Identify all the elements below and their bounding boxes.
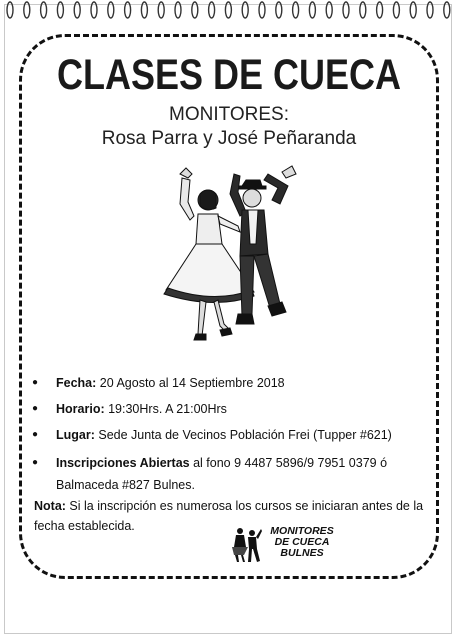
spiral-ring bbox=[57, 2, 63, 18]
spiral-ring bbox=[141, 2, 147, 18]
spiral-ring bbox=[343, 2, 349, 18]
spiral-ring bbox=[225, 2, 231, 18]
spiral-ring bbox=[209, 2, 215, 18]
spiral-ring bbox=[444, 2, 450, 18]
spiral-ring bbox=[24, 2, 30, 18]
spiral-ring bbox=[427, 2, 433, 18]
spiral-ring bbox=[377, 2, 383, 18]
bullet-icon: ● bbox=[32, 429, 39, 440]
spiral-ring bbox=[309, 2, 315, 18]
bullet-icon: ● bbox=[32, 403, 39, 414]
detail-label: Lugar: bbox=[56, 428, 95, 442]
detail-text: 20 Agosto al 14 Septiembre 2018 bbox=[96, 376, 285, 390]
spiral-ring bbox=[326, 2, 332, 18]
bullet-icon: ● bbox=[32, 457, 39, 468]
spiral-ring bbox=[293, 2, 299, 18]
detail-text: 19:30Hrs. A 21:00Hrs bbox=[104, 402, 227, 416]
flyer-title: CLASES DE CUECA bbox=[56, 50, 402, 99]
spiral-ring bbox=[360, 2, 366, 18]
spiral-ring bbox=[158, 2, 164, 18]
note-paragraph bbox=[34, 496, 424, 536]
spiral-ring bbox=[259, 2, 265, 18]
spiral-ring bbox=[41, 2, 47, 18]
detail-label: Fecha: bbox=[56, 376, 97, 390]
monitores-logo bbox=[230, 525, 342, 565]
bullet-icon: ● bbox=[32, 377, 39, 388]
spiral-ring bbox=[175, 2, 181, 18]
note-text: Si la inscripción es numerosa los cursos se iniciaran antes de la fecha establecida. bbox=[34, 499, 424, 533]
monitors-names: Rosa Parra y José Peñaranda bbox=[101, 128, 357, 149]
spiral-ring bbox=[410, 2, 416, 18]
dancer-logo-icon bbox=[230, 525, 262, 563]
spiral-binding bbox=[0, 0, 458, 24]
spiral-ring bbox=[125, 2, 131, 18]
spiral-ring bbox=[242, 2, 248, 18]
detail-text: al fono 9 4487 5896/9 7951 0379 ó Balmaceda #827 Bulnes. bbox=[56, 456, 388, 492]
detail-text: Sede Junta de Vecinos Población Frei (Tupper #621) bbox=[94, 428, 392, 442]
note-label: Nota: bbox=[34, 499, 66, 513]
detail-label: Horario: bbox=[56, 402, 105, 416]
spiral-ring bbox=[192, 2, 198, 18]
monitors-heading: MONITORES: bbox=[169, 104, 289, 125]
logo-text: MONITORES DE CUECA BULNES bbox=[270, 525, 334, 559]
spiral-ring bbox=[74, 2, 80, 18]
spiral-ring bbox=[276, 2, 282, 18]
spiral-ring bbox=[393, 2, 399, 18]
spiral-ring bbox=[91, 2, 97, 18]
spiral-ring bbox=[108, 2, 114, 18]
spiral-ring bbox=[7, 2, 13, 18]
detail-label: Inscripciones Abiertas bbox=[56, 456, 190, 470]
cueca-dancers-illustration bbox=[158, 164, 306, 352]
